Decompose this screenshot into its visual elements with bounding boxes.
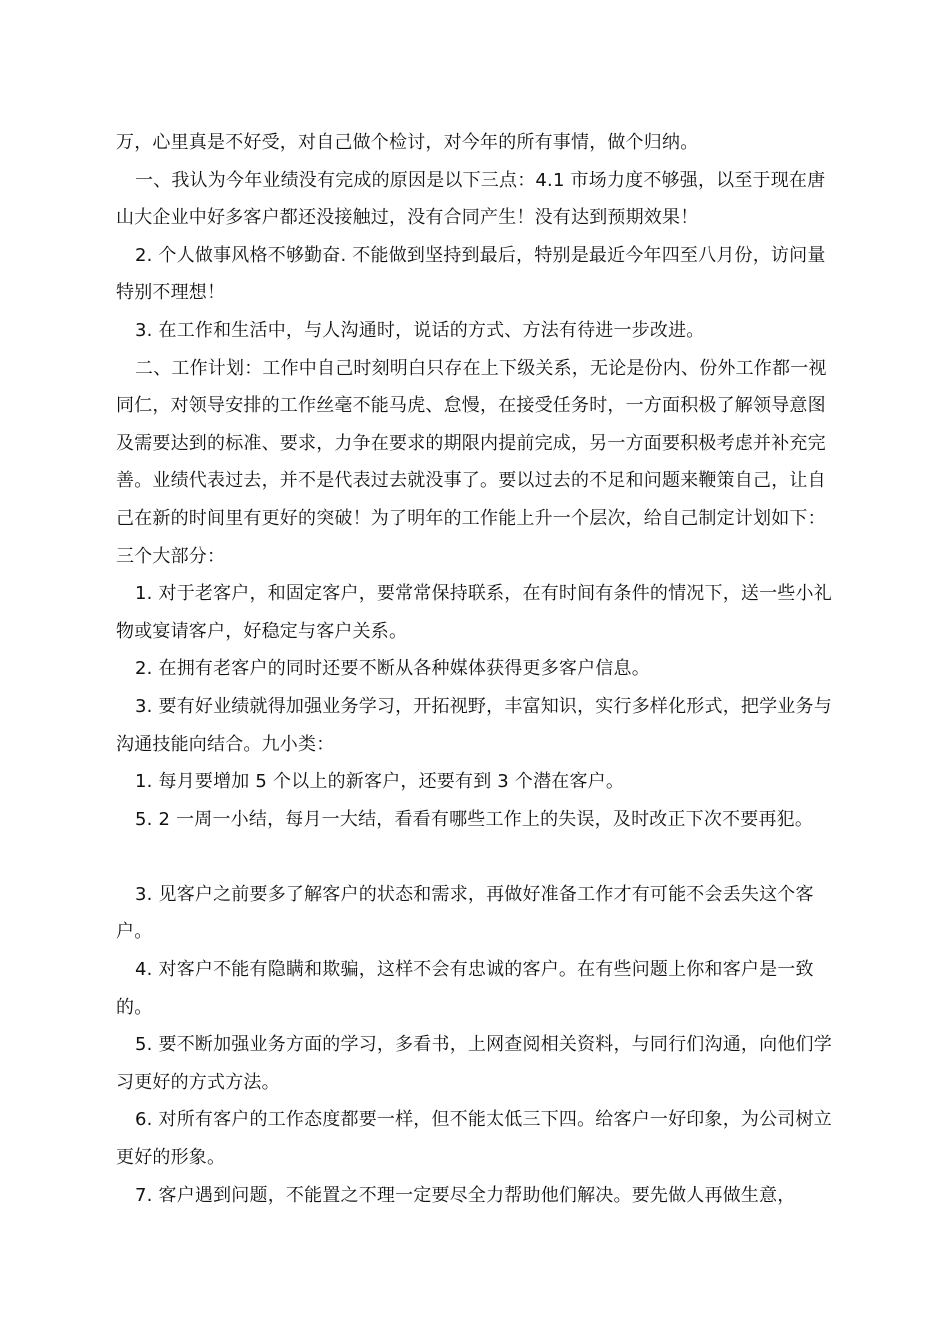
paragraph-11: 3. 见客户之前要多了解客户的状态和需求，再做好准备工作才有可能不会丢失这个客户。 (116, 883, 814, 943)
document-body (116, 124, 841, 1214)
paragraph-10: 5. 2 一周一小结，每月一大结，看看有哪些工作上的失误，及时改正下次不要再犯。 (135, 808, 814, 830)
paragraph-7: 2. 在拥有老客户的同时还要不断从各种媒体获得更多客户信息。 (135, 658, 650, 680)
paragraph-3: 2. 个人做事风格不够勤奋. 不能做到坚持到最后，特别是最近今年四至八月份，访问量特别不理想！ (116, 244, 826, 304)
paragraph-13: 5. 要不断加强业务方面的学习，多看书，上网查阅相关资料，与同行们沟通，向他们学习更好的方式方法。 (116, 1034, 832, 1093)
paragraph-12: 4. 对客户不能有隐瞒和欺骗，这样不会有忠诚的客户。在有些问题上你和客户是一致的。 (116, 959, 814, 1018)
blank-line (116, 838, 841, 876)
paragraph-8: 3. 要有好业绩就得加强业务学习，开拓视野，丰富知识，实行多样化形式，把学业务与沟通技能向结合。九小类： (116, 695, 832, 755)
paragraph-6: 1. 对于老客户，和固定客户，要常常保持联系，在有时间有条件的情况下，送一些小礼物或宴请客户，好稳定与客户关系。 (116, 583, 832, 642)
paragraph-4: 3. 在工作和生活中，与人沟通时，说话的方式、方法有待进一步改进。 (135, 319, 705, 341)
paragraph-2: 一、我认为今年业绩没有完成的原因是以下三点：4.1 市场力度不够强，以至于现在唐山大企业中好多客户都还没接触过，没有合同产生！没有达到预期效果！ (116, 169, 826, 229)
paragraph-14: 6. 对所有客户的工作态度都要一样，但不能太低三下四。给客户一好印象，为公司树立更好的形象。 (116, 1109, 832, 1169)
paragraph-1: 万，心里真是不好受，对自己做个检讨，对今年的所有事情，做个归纳。 (116, 132, 699, 153)
paragraph-5: 二、工作计划：工作中自己时刻明白只存在上下级关系，无论是份内、份外工作都一视同仁，对领导安排的工作丝毫不能马虎、怠慢，在接受任务时，一方面积极了解领导意图及需要达到的标准、要求，力争在要求的期限内提前完成，另一方面要积极考虑并补充完善。业绩代表过去，并不是代表过去就没事了。要以过去的不足和问题来鞭策自己，让自己在新的时间里有更好的突破！为了明年的工作能上升一个层次，给自己制定计划如下：三个大部分： (116, 357, 827, 567)
paragraph-15: 7. 客户遇到问题，不能置之不理一定要尽全力帮助他们解决。要先做人再做生意， (135, 1184, 796, 1206)
paragraph-9: 1. 每月要增加 5 个以上的新客户，还要有到 3 个潜在客户。 (135, 771, 625, 793)
